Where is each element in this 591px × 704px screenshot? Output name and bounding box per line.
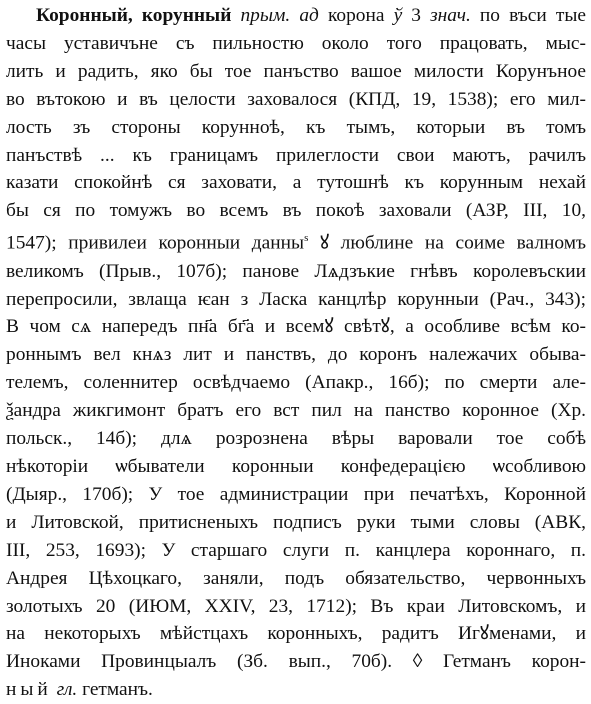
grammar-label: знач. bbox=[430, 5, 471, 26]
entry-text: ѯандра жикгимонт братъ его вст пил на панство коронное (Хр. bbox=[6, 400, 586, 422]
entry-line bbox=[6, 58, 586, 86]
entry-text: 3 bbox=[402, 5, 431, 26]
entry-line bbox=[6, 620, 586, 648]
entry-text: роннымъ вел кнѧз лит и панствъ, до коронъ належачих обыва- bbox=[6, 344, 586, 366]
entry-text: панъствѣ ... къ границамъ прилеглости свои маютъ, рачилъ bbox=[6, 144, 586, 166]
grammar-label: ў bbox=[393, 5, 403, 26]
entry-line bbox=[6, 197, 586, 225]
entry-line bbox=[6, 509, 586, 537]
entry-line bbox=[6, 86, 586, 114]
entry-line bbox=[6, 425, 586, 453]
entry-text: s bbox=[304, 232, 309, 245]
entry-line bbox=[6, 369, 586, 397]
entry-line bbox=[6, 114, 586, 142]
entry-text: корона bbox=[318, 5, 394, 26]
entry-line bbox=[6, 142, 586, 170]
entry-text: казати спокойнѣ ся заховати, а тутошнѣ къ корунным нехай bbox=[6, 172, 586, 194]
entry-text: Андрея Цѣхоцкаго, заняли, подъ обязательство, червонныхъ bbox=[6, 567, 586, 589]
entry-line bbox=[6, 565, 586, 593]
entry-text: золотыхъ 20 (ИЮМ, XXIV, 23, 1712); Въ краи Литовскомъ, и bbox=[6, 595, 586, 617]
headword: Коронный, корунный bbox=[36, 5, 232, 26]
entry-line bbox=[6, 537, 586, 565]
entry-text: гетманъ. bbox=[77, 679, 153, 701]
entry-text: нѣкоторіи ѡбыватели коронныи конфедерацією ѡсобливою bbox=[6, 455, 586, 477]
dictionary-entry bbox=[6, 2, 586, 704]
entry-text: В чом сѧ напередъ пн҃а бг҃а и всемꙋ свѣтꙋ, а особливе всѣм ко- bbox=[6, 316, 586, 338]
entry-text: по въси тые bbox=[470, 5, 586, 26]
entry-text: лость зъ стороны корунноѣ, къ тымъ, которыи въ томъ bbox=[6, 116, 586, 138]
entry-text: польск., 14б); длѧ розрознена вѣры варовали тое собѣ bbox=[6, 428, 586, 450]
entry-text: на некоторыхъ мѣйстцахъ коронныхъ, радитъ Игꙋменами, и bbox=[6, 623, 586, 645]
entry-text: III, 253, 1693); У старшаго слуги п. канцлера короннаго, п. bbox=[6, 539, 586, 561]
entry-text: во вътокою и въ целости заховалося (КПД, 19, 1538); его мил- bbox=[6, 88, 586, 110]
entry-line bbox=[6, 341, 586, 369]
entry-line bbox=[6, 397, 586, 425]
entry-text: лить и радить, яко бы тое панъство вашое милости Корунъное bbox=[6, 60, 586, 82]
entry-line bbox=[6, 648, 586, 676]
grammar-label: прым. ад bbox=[240, 5, 319, 26]
entry-text: великомъ (Прыв., 107б); панове Лѧдзъкие гнѣвъ королевъскии bbox=[6, 260, 586, 282]
grammar-label: гл. bbox=[56, 679, 78, 701]
entry-line bbox=[6, 453, 586, 481]
entry-line bbox=[6, 593, 586, 621]
entry-text: 1547); привилеи коронныи данны bbox=[6, 232, 305, 254]
entry-line bbox=[6, 258, 586, 286]
entry-text: ꙋ люблине на соиме валномъ bbox=[308, 232, 586, 254]
entry-line bbox=[6, 286, 586, 314]
entry-line bbox=[6, 313, 586, 341]
entry-line bbox=[6, 2, 586, 30]
entry-text: ный bbox=[6, 679, 52, 701]
entry-line bbox=[6, 169, 586, 197]
entry-text: и Литовской, притисненыхъ подписъ руки тыми словы (АВК, bbox=[6, 511, 586, 533]
entry-text: бы ся по томужъ во всемъ въ покоѣ заховали (АЗР, III, 10, bbox=[6, 200, 586, 222]
entry-line bbox=[6, 30, 586, 58]
entry-text: (Дыяр., 170б); У тое администрации при печатѣхъ, Коронной bbox=[6, 483, 586, 505]
entry-line bbox=[6, 676, 586, 704]
entry-text: Иноками Провинцыалъ (Зб. вып., 70б). ◊ Гетманъ корон- bbox=[6, 651, 586, 673]
entry-text: часы уставичъне съ пильностю около того працовать, мыс- bbox=[6, 32, 586, 54]
entry-line bbox=[6, 225, 586, 257]
entry-text: перепросили, звлаща ѥан з Ласка канцлѣр корунныи (Рач., 343); bbox=[6, 288, 586, 310]
entry-text: телемъ, солeннитер освѣдчаемо (Апакр., 16б); по смерти але- bbox=[6, 372, 586, 394]
entry-line bbox=[6, 481, 586, 509]
